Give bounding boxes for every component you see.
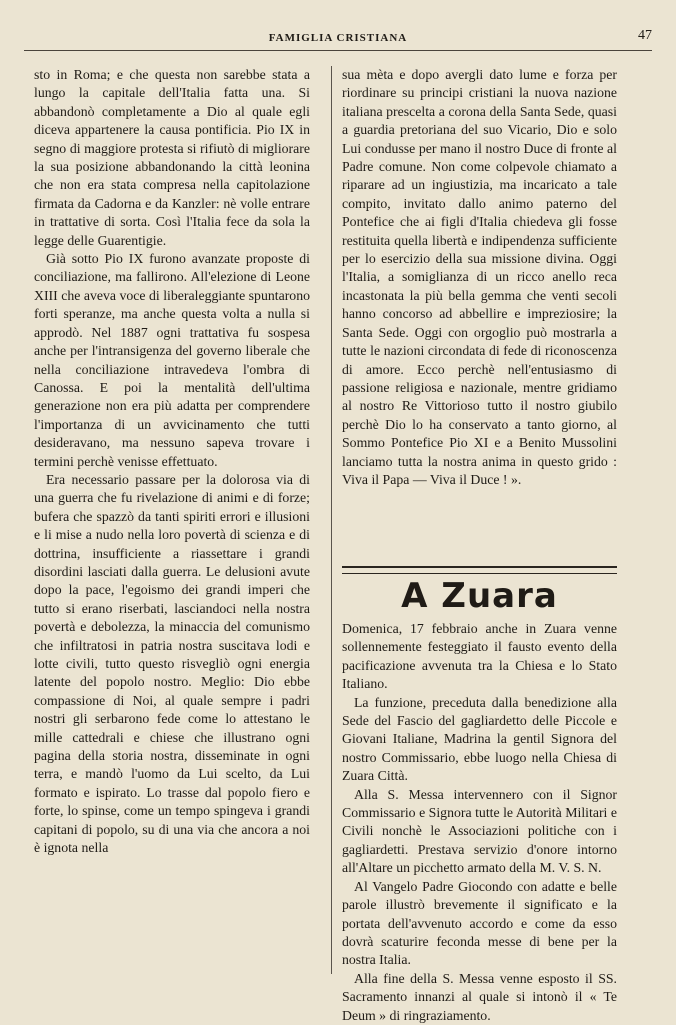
paragraph: Era necessario passare per la dolorosa via di una guerra che fu rivelazione di animi e di forze; bufera che spazzò da tanti spiriti errori e illusioni e li mise a nudo nella loro povertà di scienza e di dottrina, insufficiente a riassettare i grandi disordini lasciati dalla guerra. Le delusioni avute dopo la pace, l'egoismo dei grandi imperi che tutto si erano riserbati, lasciandoci nella nostra povertà e debolezza, la minaccia del comunismo che infiltratosi in patria nostra suscitava lodi e lotte civili, tutto questo risvegliò ogni energia latente del popolo nostro. Meglio: Dio ebbe compassione di Noi, al quale sempre i padri nostri gli serbarono fede come lo attestano le mille cattedrali e chiese che illustrano ogni pagina della storia nostra, disseminate in ogni terra, e mandò l'uomo da Lui scelto, da Lui formato e ispirato. Lo trasse dal popolo fiero e forte, lo spinse, come un tempo spingeva i grandi capitani di popolo, su di una via che ancora a noi è ignota nella xyxy=(34,471,310,856)
paragraph: sto in Roma; e che questa non sarebbe stata a lungo la capitale dell'Italia fatta una. Si abbandonò completamente a Dio al quale egli diceva appartenere la causa pontificia. Pio IX in segno di maggiore protesta si rifiutò di migliorare la sua posizione abbandonando la città leonina che non era stata compresa nella capitolazione firmata da Cadorna e da Kanzler: nè volle entrare in trattative di sorta. Così l'Italia fece da sola la legge delle Guarentigie. xyxy=(34,67,310,248)
right-column xyxy=(342,66,617,489)
page-number: 47 xyxy=(638,28,652,43)
running-title: FAMIGLIA CRISTIANA xyxy=(268,32,408,44)
paragraph: sua mèta e dopo avergli dato lume e forza per riordinare su principi cristiani la nuova nazione italiana prescelta a corona della Santa Sede, quasi a guardia pretoriana del suo Vicario, Dio e solo Lui condusse per mano il nostro Duce di fronte al Padre comune. Non come colpevole chiamato a riparare ad un ingiustizia, ma incaricato a tale compito, invitato dallo animo paterno del Pontefice che ai figli d'Italia chiedeva gli fosse restituita quella libertà e indipendenza sufficiente per lo esercizio della sua missione divina. Oggi l'Italia, a somiglianza di un ricco anello reca incastonata la più bella gemma che venti secoli hanno concorso ad abbellire e impreziosire; la Santa Sede. Oggi con orgoglio può mostrarla a tutte le nazioni circondata di fede di riconoscenza di amore. Ecco perchè nell'entusiasmo di passione religiosa e nazionale, mentre gridiamo al nostro Re Vittorioso tutto il nostro giubilo perchè Dio lo ha conservato a tanto giorno, al Sommo Pontefice Pio XI e a Benito Mussolini lanciamo tutta la nostra anima in questo grido : Viva il Papa — Viva il Duce ! ». xyxy=(342,67,617,487)
article-body xyxy=(342,620,617,1025)
paragraph: Alla S. Messa intervennero con il Signor Commissario e Signora tutte le Autorità Militari e Civili nonchè le Associazioni politiche con i gagliardetti. Prestava servizio d'onore intorno all'Altare un picchetto armato della M. V. S. N. xyxy=(342,786,617,876)
paragraph: La funzione, preceduta dalla benedizione alla Sede del Fascio del gagliardetto delle Piccole e Giovani Italiane, Madrina la gentil Signora del nostro Commissario, ebbe luogo nella Chiesa di Zuara Città. xyxy=(342,694,617,784)
section-separator xyxy=(342,566,617,574)
paragraph: Domenica, 17 febbraio anche in Zuara venne sollennemente festeggiato il fausto evento della pacificazione avvenuta tra la Chiesa e lo Stato Italiano. xyxy=(342,621,617,692)
paragraph: Alla fine della S. Messa venne esposto il SS. Sacramento innanzi al quale si intonò il « Te Deum » di ringraziamento. xyxy=(342,970,617,1023)
paragraph: Al Vangelo Padre Giocondo con adatte e belle parole illustrò brevemente il significato e la portata dell'avvenuto accordo e come da esso dovrà scaturire feconda messe di bene per la nostra Italia. xyxy=(342,878,617,968)
article-title: A Zuara xyxy=(401,576,558,616)
page-header xyxy=(24,28,652,51)
paragraph: Già sotto Pio IX furono avanzate proposte di conciliazione, ma fallirono. All'elezione di Leone XIII che aveva voce di liberaleggiante spuntarono forti speranze, ma anche questa volta a nulla si approdò. Nel 1887 ogni trattativa fu sospesa anche per l'intransigenza del governo liberale che nella conciliazione intravedeva l'ombra di Canossa. E poi la mentalità dell'ultima generazione non era più adatta per comprendere l'importanza di un avvicinamento che tutti desideravano, ma nessuno sapeva trovare i termini perchè venisse effettuato. xyxy=(34,251,310,469)
column-divider xyxy=(331,66,332,974)
left-column xyxy=(34,66,310,857)
